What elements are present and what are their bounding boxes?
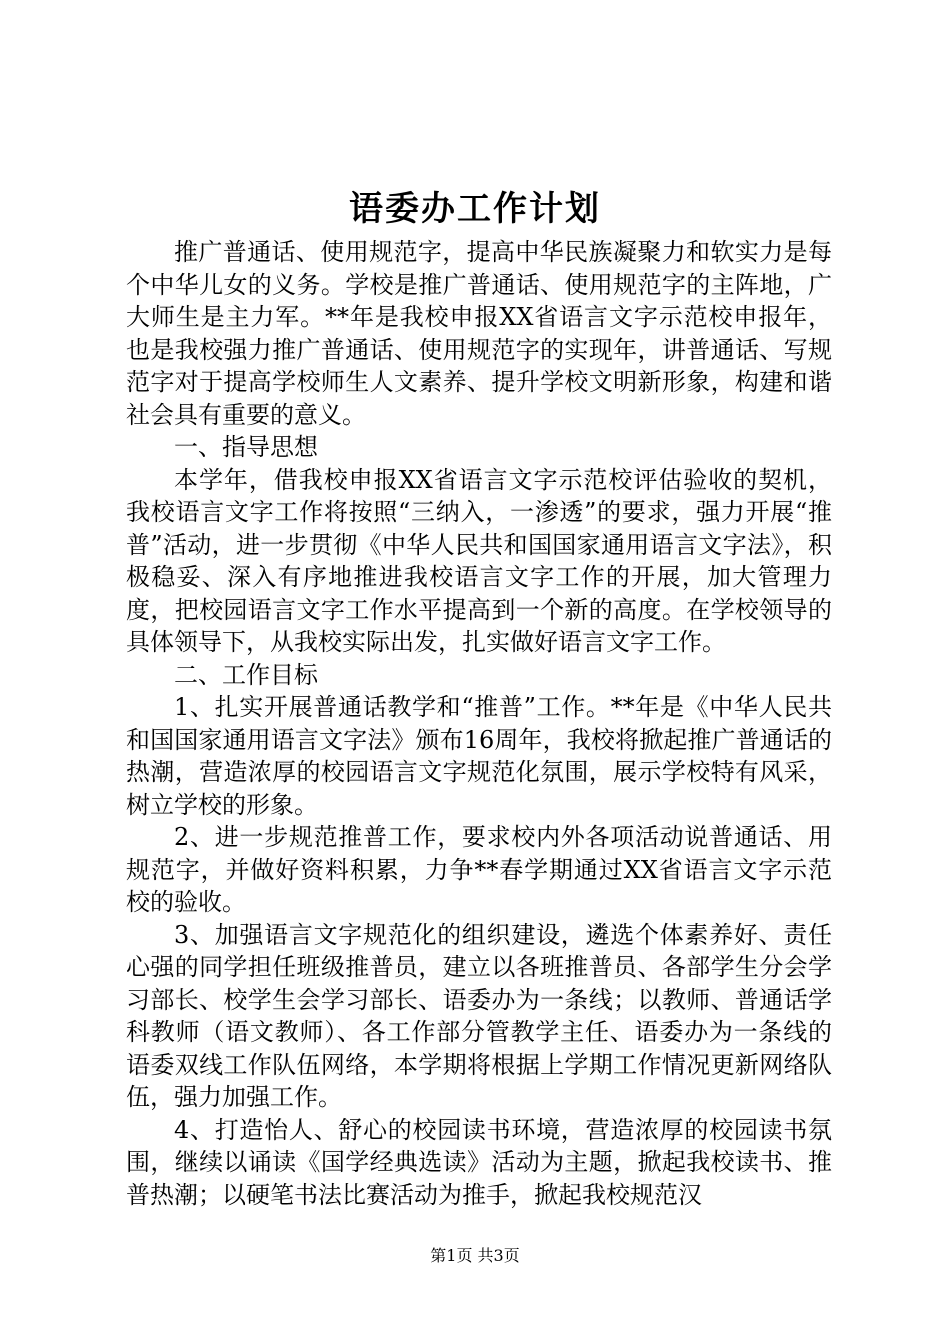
guiding-thought-paragraph: 本学年，借我校申报XX省语言文字示范校评估验收的契机，我校语言文字工作将按照“三纳入，一渗透”的要求，强力开展“推普”活动，进一步贯彻《中华人民共和国国家通用语言文字法》，积极稳妥、深入有序地推进我校语言文字工作的开展，加大管理力度，把校园语言文字工作水平提高到一个新的高度。在学校领导的具体领导下，从我校实际出发，扎实做好语言文字工作。 (126, 465, 832, 656)
goal-item-1: 1、扎实开展普通话教学和“推普”工作。**年是《中华人民共和国国家通用语言文字法》颁布16周年，我校将掀起推广普通话的热潮，营造浓厚的校园语言文字规范化氛围，展示学校特有风采，树立学校的形象。 (126, 693, 832, 819)
goal-item-2: 2、进一步规范推普工作，要求校内外各项活动说普通话、用规范字，并做好资料积累，力争**春学期通过XX省语言文字示范校的验收。 (126, 823, 832, 916)
goal-item-3: 3、加强语言文字规范化的组织建设，遴选个体素养好、责任心强的同学担任班级推普员，建立以各班推普员、各部学生分会学习部长、校学生会学习部长、语委办为一条线；以教师、普通话学科教师（语文教师）、各工作部分管教学主任、语委办为一条线的语委双线工作队伍网络，本学期将根据上学期工作情况更新网络队伍，强力加强工作。 (126, 920, 832, 1111)
intro-paragraph: 推广普通话、使用规范字，提高中华民族凝聚力和软实力是每个中华儿女的义务。学校是推广普通话、使用规范字的主阵地，广大师生是主力军。**年是我校申报XX省语言文字示范校申报年，也是我校强力推广普通话、使用规范字的实现年，讲普通话、写规范字对于提高学校师生人文素养、提升学校文明新形象，构建和谐社会具有重要的意义。 (126, 238, 832, 429)
document-title: 语委办工作计划 (349, 189, 601, 229)
document-body (126, 236, 832, 1211)
goal-item-4: 4、打造怡人、舒心的校园读书环境，营造浓厚的校园读书氛围，继续以诵读《国学经典选读》活动为主题，掀起我校读书、推普热潮；以硬笔书法比赛活动为推手，掀起我校规范汉 (126, 1115, 832, 1209)
page-footer: 第1页 共3页 (430, 1246, 520, 1265)
section-heading-guiding-thought: 一、指导思想 (174, 433, 318, 461)
section-heading-work-goals: 二、工作目标 (174, 660, 318, 689)
